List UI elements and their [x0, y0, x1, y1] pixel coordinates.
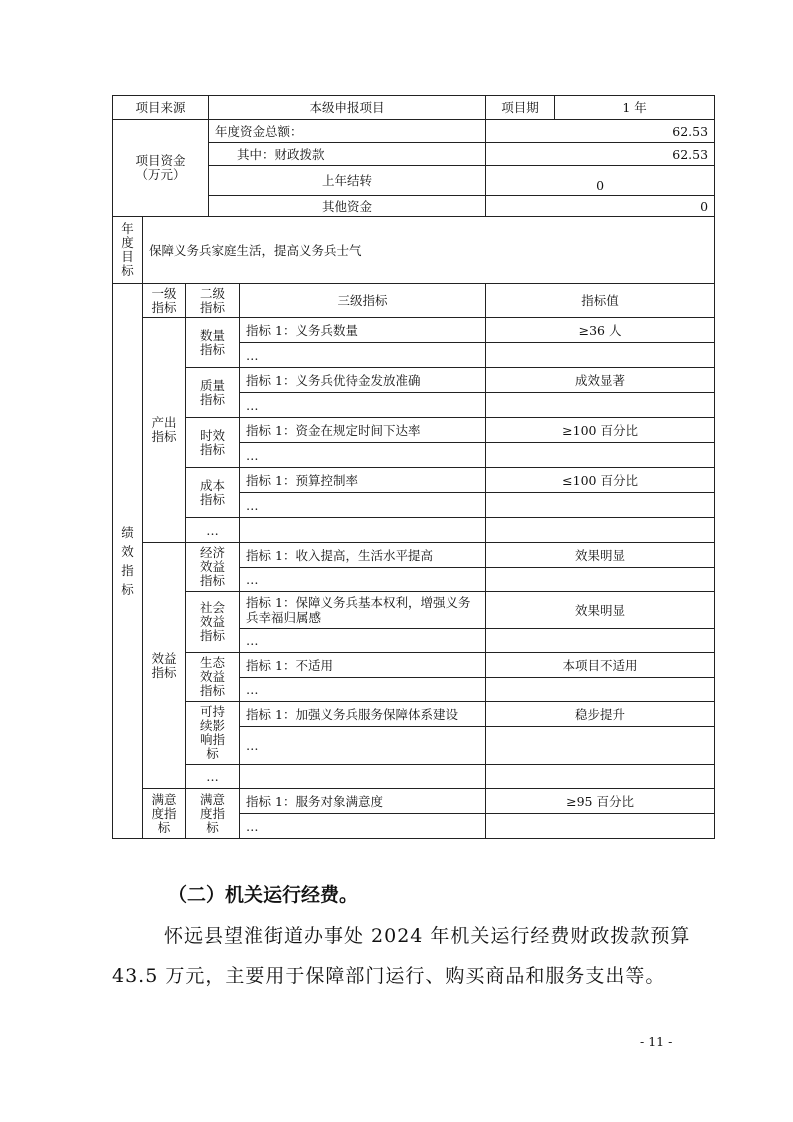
- quantity-indicator-label: [186, 318, 240, 368]
- perf-char: 指: [121, 563, 134, 578]
- quantity-label-line: 数量: [200, 327, 226, 343]
- cost-indicator-label: [186, 468, 240, 518]
- ellipsis-cell: …: [240, 568, 486, 592]
- project-source-row: [113, 96, 715, 120]
- ecological-row-1: [113, 653, 715, 678]
- ellipsis-cell: …: [240, 443, 486, 468]
- economic-indicator: 指标 1：收入提高，生活水平提高: [240, 543, 486, 568]
- ellipsis-cell: …: [186, 765, 240, 789]
- empty-cell: [486, 814, 715, 839]
- other-funds-value: 0: [486, 196, 715, 217]
- perf-char: 效: [121, 544, 134, 559]
- empty-cell: [240, 518, 486, 543]
- output-label-line: 产出: [151, 415, 177, 430]
- funds-total-row: [113, 120, 715, 143]
- quality-label-line: 指标: [200, 391, 226, 407]
- ecological-label-line: 效益: [200, 669, 226, 684]
- benefit-ellipsis-row: [113, 765, 715, 789]
- benefit-indicator-label: [143, 543, 186, 789]
- perf-char: 绩: [121, 525, 134, 540]
- level1-header-line: 指标: [151, 299, 177, 315]
- empty-cell: [486, 443, 715, 468]
- annual-total-label: 年度资金总额：: [209, 120, 486, 143]
- satisfaction-level1-label: [143, 789, 186, 839]
- quality-value: 成效显著: [486, 368, 715, 393]
- fiscal-value: 62.53: [486, 143, 715, 166]
- empty-cell: [486, 629, 715, 653]
- satisfaction-l1-line: 满意: [151, 791, 177, 807]
- social-label-line: 效益: [200, 614, 226, 629]
- timeliness-indicator-label: [186, 418, 240, 468]
- quality-row-1: [113, 368, 715, 393]
- empty-cell: [486, 568, 715, 592]
- satisfaction-l2-line: 满意: [200, 791, 226, 807]
- sustainability-label-line: 续影: [200, 718, 226, 733]
- economic-label-line: 效益: [200, 559, 226, 574]
- ecological-label-line: 生态: [200, 655, 226, 670]
- output-ellipsis-row: [113, 518, 715, 543]
- performance-table: [112, 95, 715, 839]
- empty-cell: [486, 727, 715, 765]
- perf-char: 标: [121, 582, 134, 597]
- social-indicator-label: [186, 592, 240, 653]
- performance-label: [113, 284, 143, 839]
- sustainability-indicator-label: [186, 702, 240, 765]
- indicator-header-row: [113, 284, 715, 318]
- timeliness-label-line: 指标: [200, 441, 226, 457]
- empty-cell: [486, 493, 715, 518]
- sustainability-label-line: 可持: [200, 704, 226, 719]
- ecological-label-line: 指标: [200, 683, 226, 698]
- goal-char: 目: [121, 249, 134, 264]
- timeliness-label-line: 时效: [200, 427, 226, 443]
- economic-label-line: 经济: [200, 545, 226, 560]
- goal-char: 度: [121, 235, 134, 250]
- annual-goal-label: [113, 217, 143, 284]
- level1-header-line: 一级: [151, 285, 177, 301]
- sustainability-value: 稳步提升: [486, 702, 715, 727]
- carryover-value: 0: [486, 166, 715, 196]
- funds-label-line1: 项目资金: [135, 153, 186, 168]
- project-period-label: 项目期: [486, 96, 555, 120]
- ellipsis-cell: …: [240, 493, 486, 518]
- ecological-value: 本项目不适用: [486, 653, 715, 678]
- economic-row-1: [113, 543, 715, 568]
- cost-label-line: 指标: [200, 491, 226, 507]
- ellipsis-cell: …: [240, 678, 486, 702]
- level1-header: [143, 284, 186, 318]
- level2-header: [186, 284, 240, 318]
- ellipsis-cell: …: [186, 518, 240, 543]
- social-label-line: 社会: [200, 600, 226, 615]
- funds-label-line2: （万元）: [135, 167, 186, 182]
- empty-cell: [486, 518, 715, 543]
- quantity-label-line: 指标: [200, 341, 226, 357]
- ecological-indicator: 指标 1：不适用: [240, 653, 486, 678]
- annual-goal-text: 保障义务兵家庭生活，提高义务兵士气: [143, 217, 715, 284]
- goal-char: 标: [121, 263, 134, 278]
- quantity-indicator: 指标 1：义务兵数量: [240, 318, 486, 343]
- benefit-label-line: 指标: [151, 664, 177, 680]
- level3-header: 三级指标: [240, 284, 486, 318]
- social-row-1: [113, 592, 715, 629]
- other-funds-label: 其他资金: [209, 196, 486, 217]
- empty-cell: [486, 678, 715, 702]
- value-header: 指标值: [486, 284, 715, 318]
- social-value: 效果明显: [486, 592, 715, 629]
- quantity-row-1: [113, 318, 715, 343]
- empty-cell: [486, 393, 715, 418]
- ellipsis-cell: …: [240, 343, 486, 368]
- cost-value: ≤100 百分比: [486, 468, 715, 493]
- sustainability-indicator: 指标 1：加强义务兵服务保障体系建设: [240, 702, 486, 727]
- cost-indicator: 指标 1：预算控制率: [240, 468, 486, 493]
- output-label-line: 指标: [151, 429, 177, 444]
- satisfaction-l2-line: 标: [206, 819, 219, 835]
- output-indicator-label: [143, 318, 186, 543]
- satisfaction-row-1: [113, 789, 715, 814]
- cost-row-1: [113, 468, 715, 493]
- quantity-value: ≥36 人: [486, 318, 715, 343]
- quality-indicator: 指标 1：义务兵优待金发放准确: [240, 368, 486, 393]
- page-number: - 11 -: [640, 1034, 673, 1049]
- satisfaction-l2-line: 度指: [200, 805, 226, 821]
- economic-value: 效果明显: [486, 543, 715, 568]
- project-period-value: 1 年: [555, 96, 715, 120]
- satisfaction-l1-line: 标: [157, 819, 171, 835]
- cost-label-line: 成本: [200, 477, 226, 493]
- sustainability-row-1: [113, 702, 715, 727]
- ecological-indicator-label: [186, 653, 240, 702]
- empty-cell: [486, 343, 715, 368]
- project-source-label: 项目来源: [113, 96, 209, 120]
- empty-cell: [240, 765, 486, 789]
- level2-header-line: 指标: [200, 299, 226, 315]
- sustainability-label-line: 标: [206, 746, 219, 761]
- timeliness-row-1: [113, 418, 715, 443]
- satisfaction-l1-line: 度指: [151, 805, 177, 821]
- satisfaction-indicator: 指标 1：服务对象满意度: [240, 789, 486, 814]
- benefit-label-line: 效益: [151, 650, 177, 666]
- economic-label-line: 指标: [200, 573, 226, 588]
- social-label-line: 指标: [200, 628, 226, 643]
- timeliness-indicator: 指标 1：资金在规定时间下达率: [240, 418, 486, 443]
- carryover-label: 上年结转: [209, 166, 486, 196]
- sustainability-label-line: 响指: [200, 732, 226, 747]
- goal-char: 年: [121, 221, 134, 236]
- level2-header-line: 二级: [200, 285, 226, 301]
- empty-cell: [486, 765, 715, 789]
- quality-label-line: 质量: [200, 377, 226, 393]
- annual-total-value: 62.53: [486, 120, 715, 143]
- satisfaction-level2-label: [186, 789, 240, 839]
- funds-label: [113, 120, 209, 217]
- ellipsis-cell: …: [240, 629, 486, 653]
- timeliness-value: ≥100 百分比: [486, 418, 715, 443]
- section-heading: （二）机关运行经费。: [168, 884, 359, 906]
- project-source-value: 本级申报项目: [209, 96, 486, 120]
- fiscal-label: 其中：财政拨款: [209, 143, 486, 166]
- quality-indicator-label: [186, 368, 240, 418]
- body-paragraph: 怀远县望淮街道办事处 2024 年机关运行经费财政拨款预算 43.5 万元，主要用于保障部门运行、购买商品和服务支出等。: [112, 925, 691, 987]
- ellipsis-cell: …: [240, 727, 486, 765]
- satisfaction-value: ≥95 百分比: [486, 789, 715, 814]
- social-indicator: 指标 1：保障义务兵基本权利，增强义务兵幸福归属感: [240, 592, 486, 629]
- annual-goal-row: [113, 217, 715, 284]
- ellipsis-cell: …: [240, 393, 486, 418]
- economic-indicator-label: [186, 543, 240, 592]
- ellipsis-cell: …: [240, 814, 486, 839]
